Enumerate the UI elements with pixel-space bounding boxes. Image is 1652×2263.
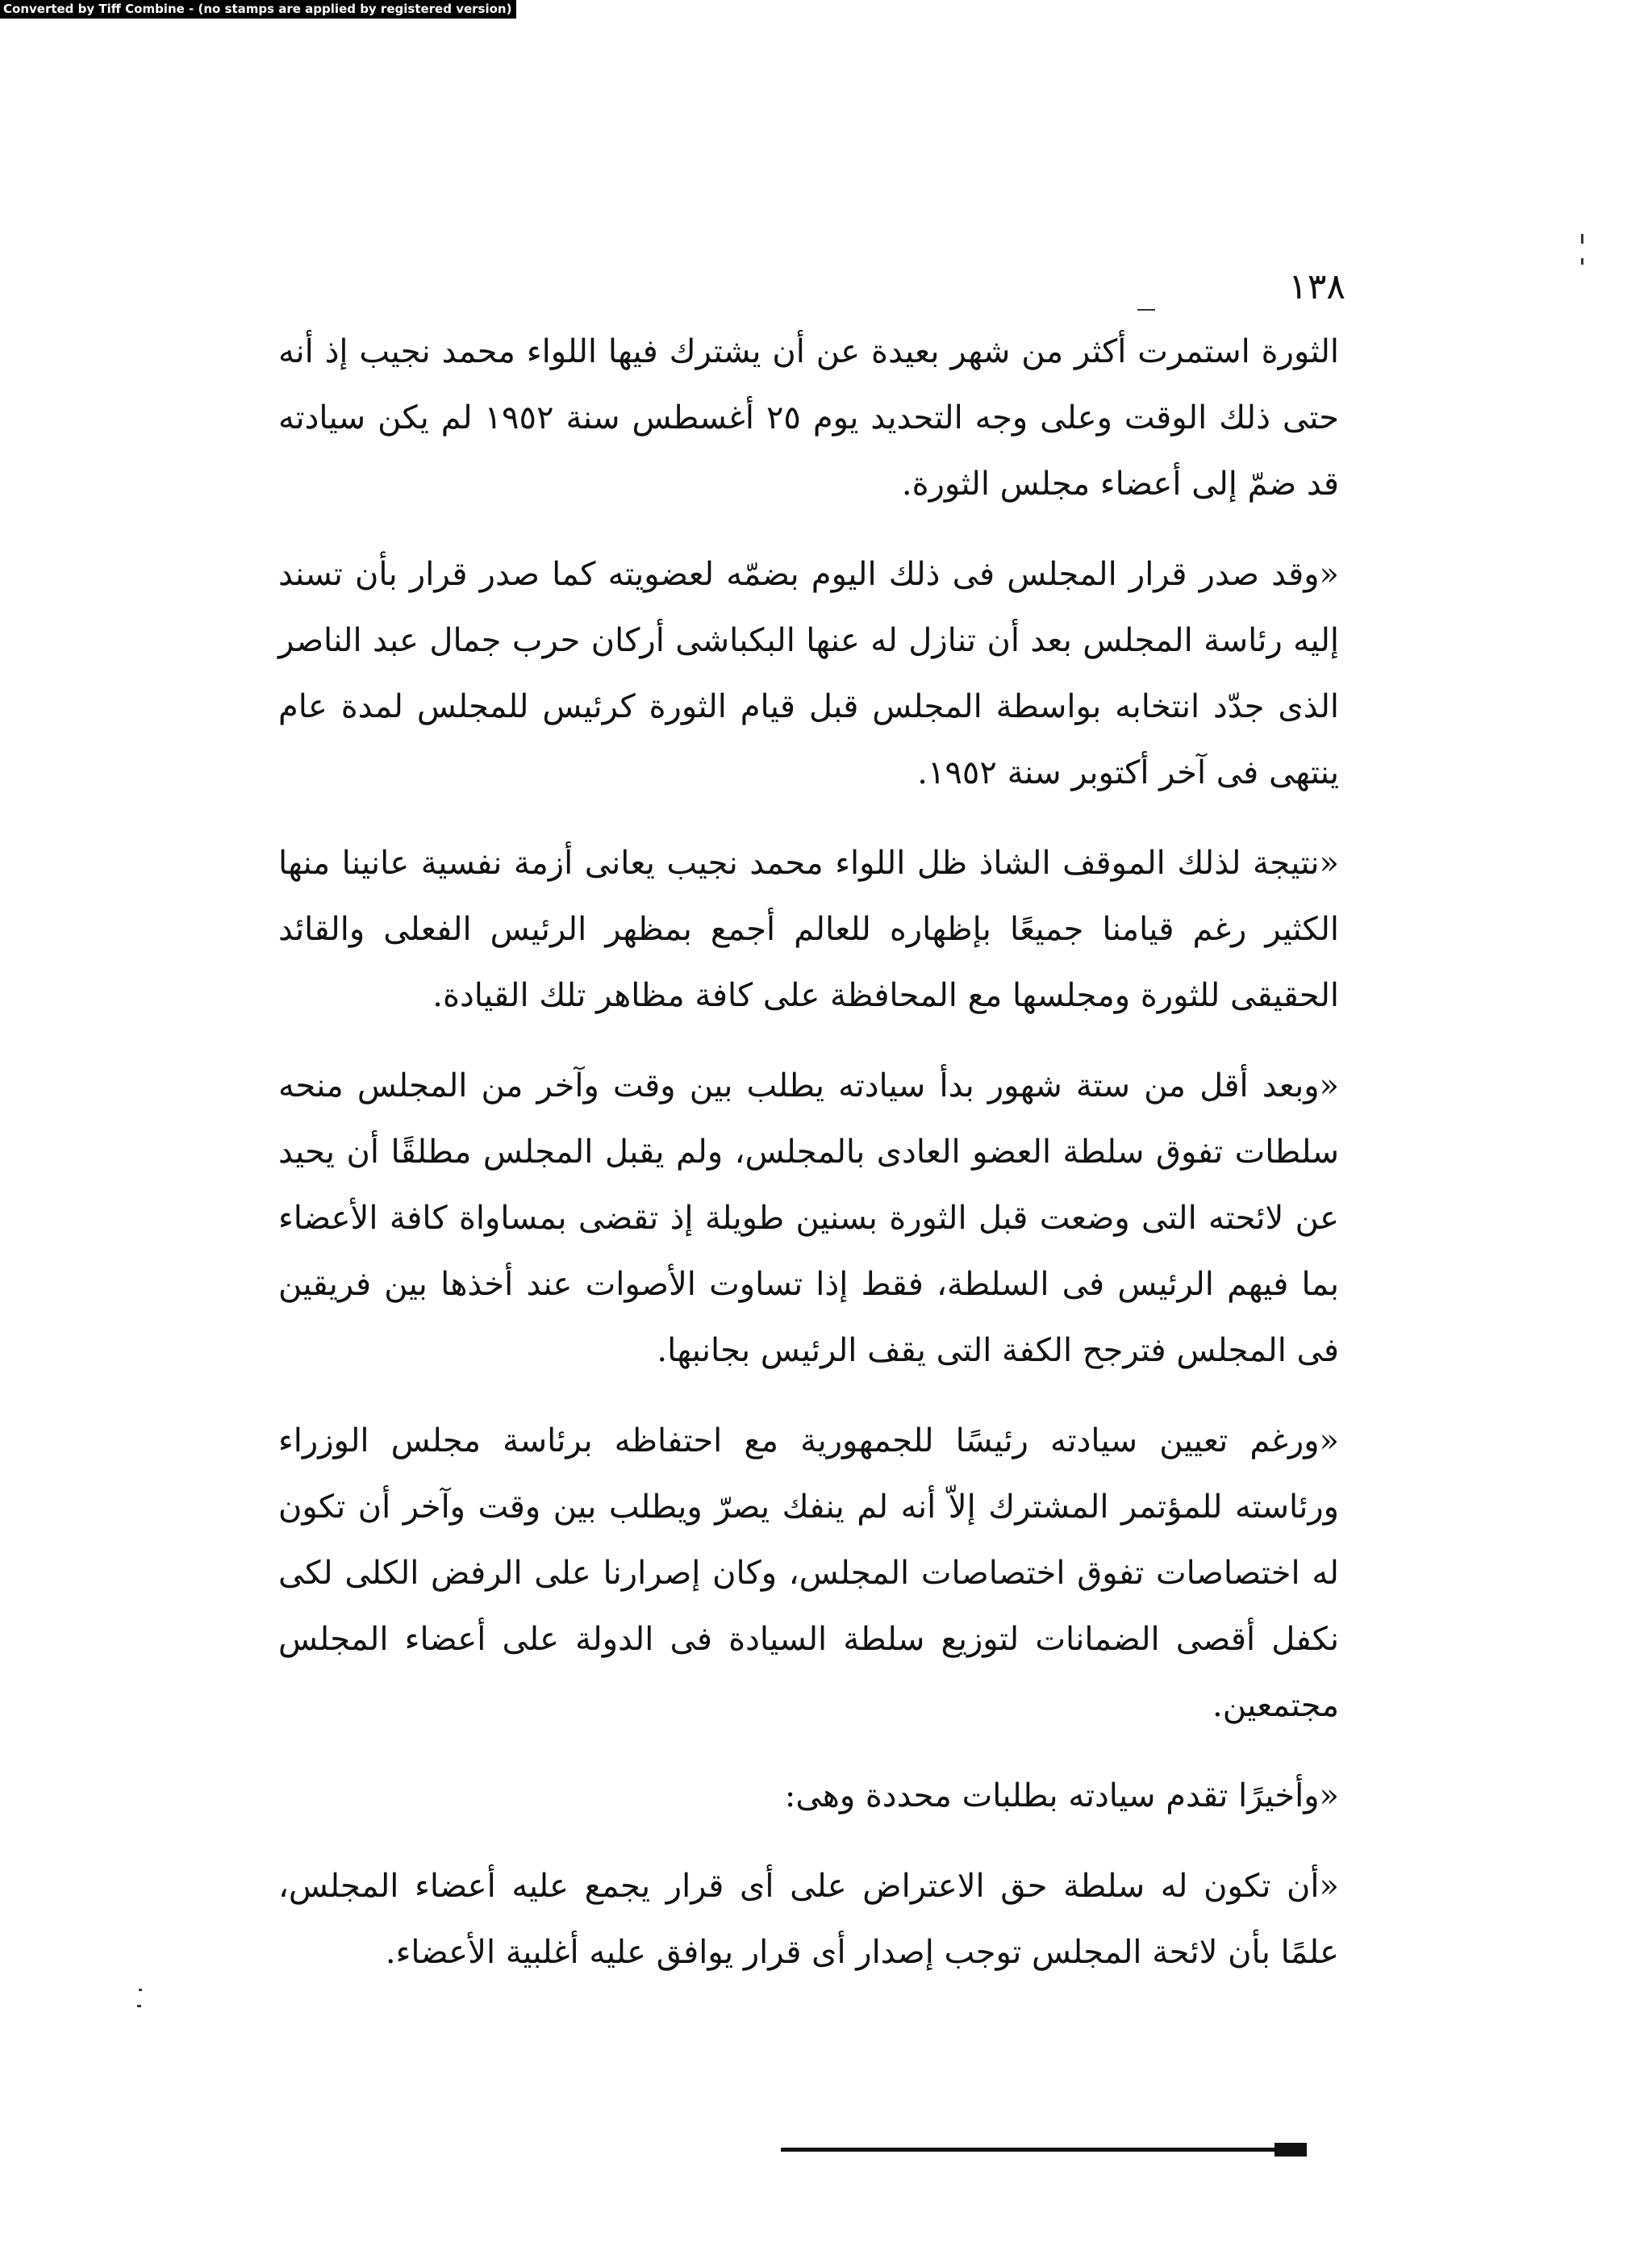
paragraph-5: «ورغم تعيين سيادته رئيسًا للجمهورية مع احتفاظه برئاسة مجلس الوزراء ورئاسته للمؤتمر المشترك إلاّ أنه لم ينفك يصرّ ويطلب بين وقت وآخر أن تكون له اختصاصات تفوق اختصاصات المجلس، وكان إصرارنا على الرفض الكلى لكى نكفل أقصى الضمانات لتوزيع سلطة السيادة فى الدولة على أعضاء المجلس مجتمعين. bbox=[278, 1422, 1339, 1724]
paragraph-3: «نتيجة لذلك الموقف الشاذ ظل اللواء محمد نجيب يعانى أزمة نفسية عانينا منها الكثير رغم قيامنا جميعًا بإظهاره للعالم أجمع بمظهر الرئيس الفعلى والقائد الحقيقى للثورة ومجلسها مع المحافظة على كافة مظاهر تلك القيادة. bbox=[278, 845, 1339, 1014]
scan-speck bbox=[1581, 258, 1583, 265]
converter-watermark: Converted by Tiff Combine - (no stamps are applied by registered version) bbox=[0, 0, 516, 19]
paragraph-6: «وأخيرًا تقدم سيادته بطلبات محددة وهى: bbox=[784, 1777, 1339, 1814]
footer-rule bbox=[781, 2148, 1305, 2152]
scan-speck bbox=[139, 1989, 142, 1991]
scan-speck bbox=[1137, 309, 1155, 311]
paragraph-4: «وبعد أقل من ستة شهور بدأ سيادته يطلب بين وقت وآخر من المجلس منحه سلطات تفوق سلطة العضو العادى بالمجلس، ولم يقبل المجلس مطلقًا أن يحيد عن لائحته التى وضعت قبل الثورة بسنين طويلة إذ تقضى بمساواة كافة الأعضاء بما فيهم الرئيس فى السلطة، فقط إذا تساوت الأصوات عند أخذها بين فريقين فى المجلس فترجح الكفة التى يقف الرئيس بجانبها. bbox=[278, 1067, 1339, 1369]
paragraph-1: الثورة استمرت أكثر من شهر بعيدة عن أن يشترك فيها اللواء محمد نجيب إذ أنه حتى ذلك الوقت وعلى وجه التحديد يوم ٢٥ أغسطس سنة ١٩٥٢ لم يكن سيادته قد ضمّ إلى أعضاء مجلس الثورة. bbox=[278, 333, 1339, 503]
page-body bbox=[278, 319, 1339, 2010]
scan-speck bbox=[1581, 234, 1583, 244]
paragraph-2: «وقد صدر قرار المجلس فى ذلك اليوم بضمّه لعضويته كما صدر قرار بأن تسند إليه رئاسة المجلس بعد أن تنازل له عنها البكباشى أركان حرب جمال عبد الناصر الذى جدّد انتخابه بواسطة المجلس قبل قيام الثورة كرئيس للمجلس لمدة عام ينتهى فى آخر أكتوبر سنة ١٩٥٢. bbox=[278, 556, 1339, 791]
paragraph-7: «أن تكون له سلطة حق الاعتراض على أى قرار يجمع عليه أعضاء المجلس، علمًا بأن لائحة المجلس توجب إصدار أى قرار يوافق عليه أغلبية الأعضاء. bbox=[278, 1868, 1339, 1971]
footer-rule-end bbox=[1274, 2143, 1307, 2157]
page-number: ١٣٨ bbox=[1288, 266, 1345, 307]
scan-speck bbox=[137, 2005, 141, 2007]
